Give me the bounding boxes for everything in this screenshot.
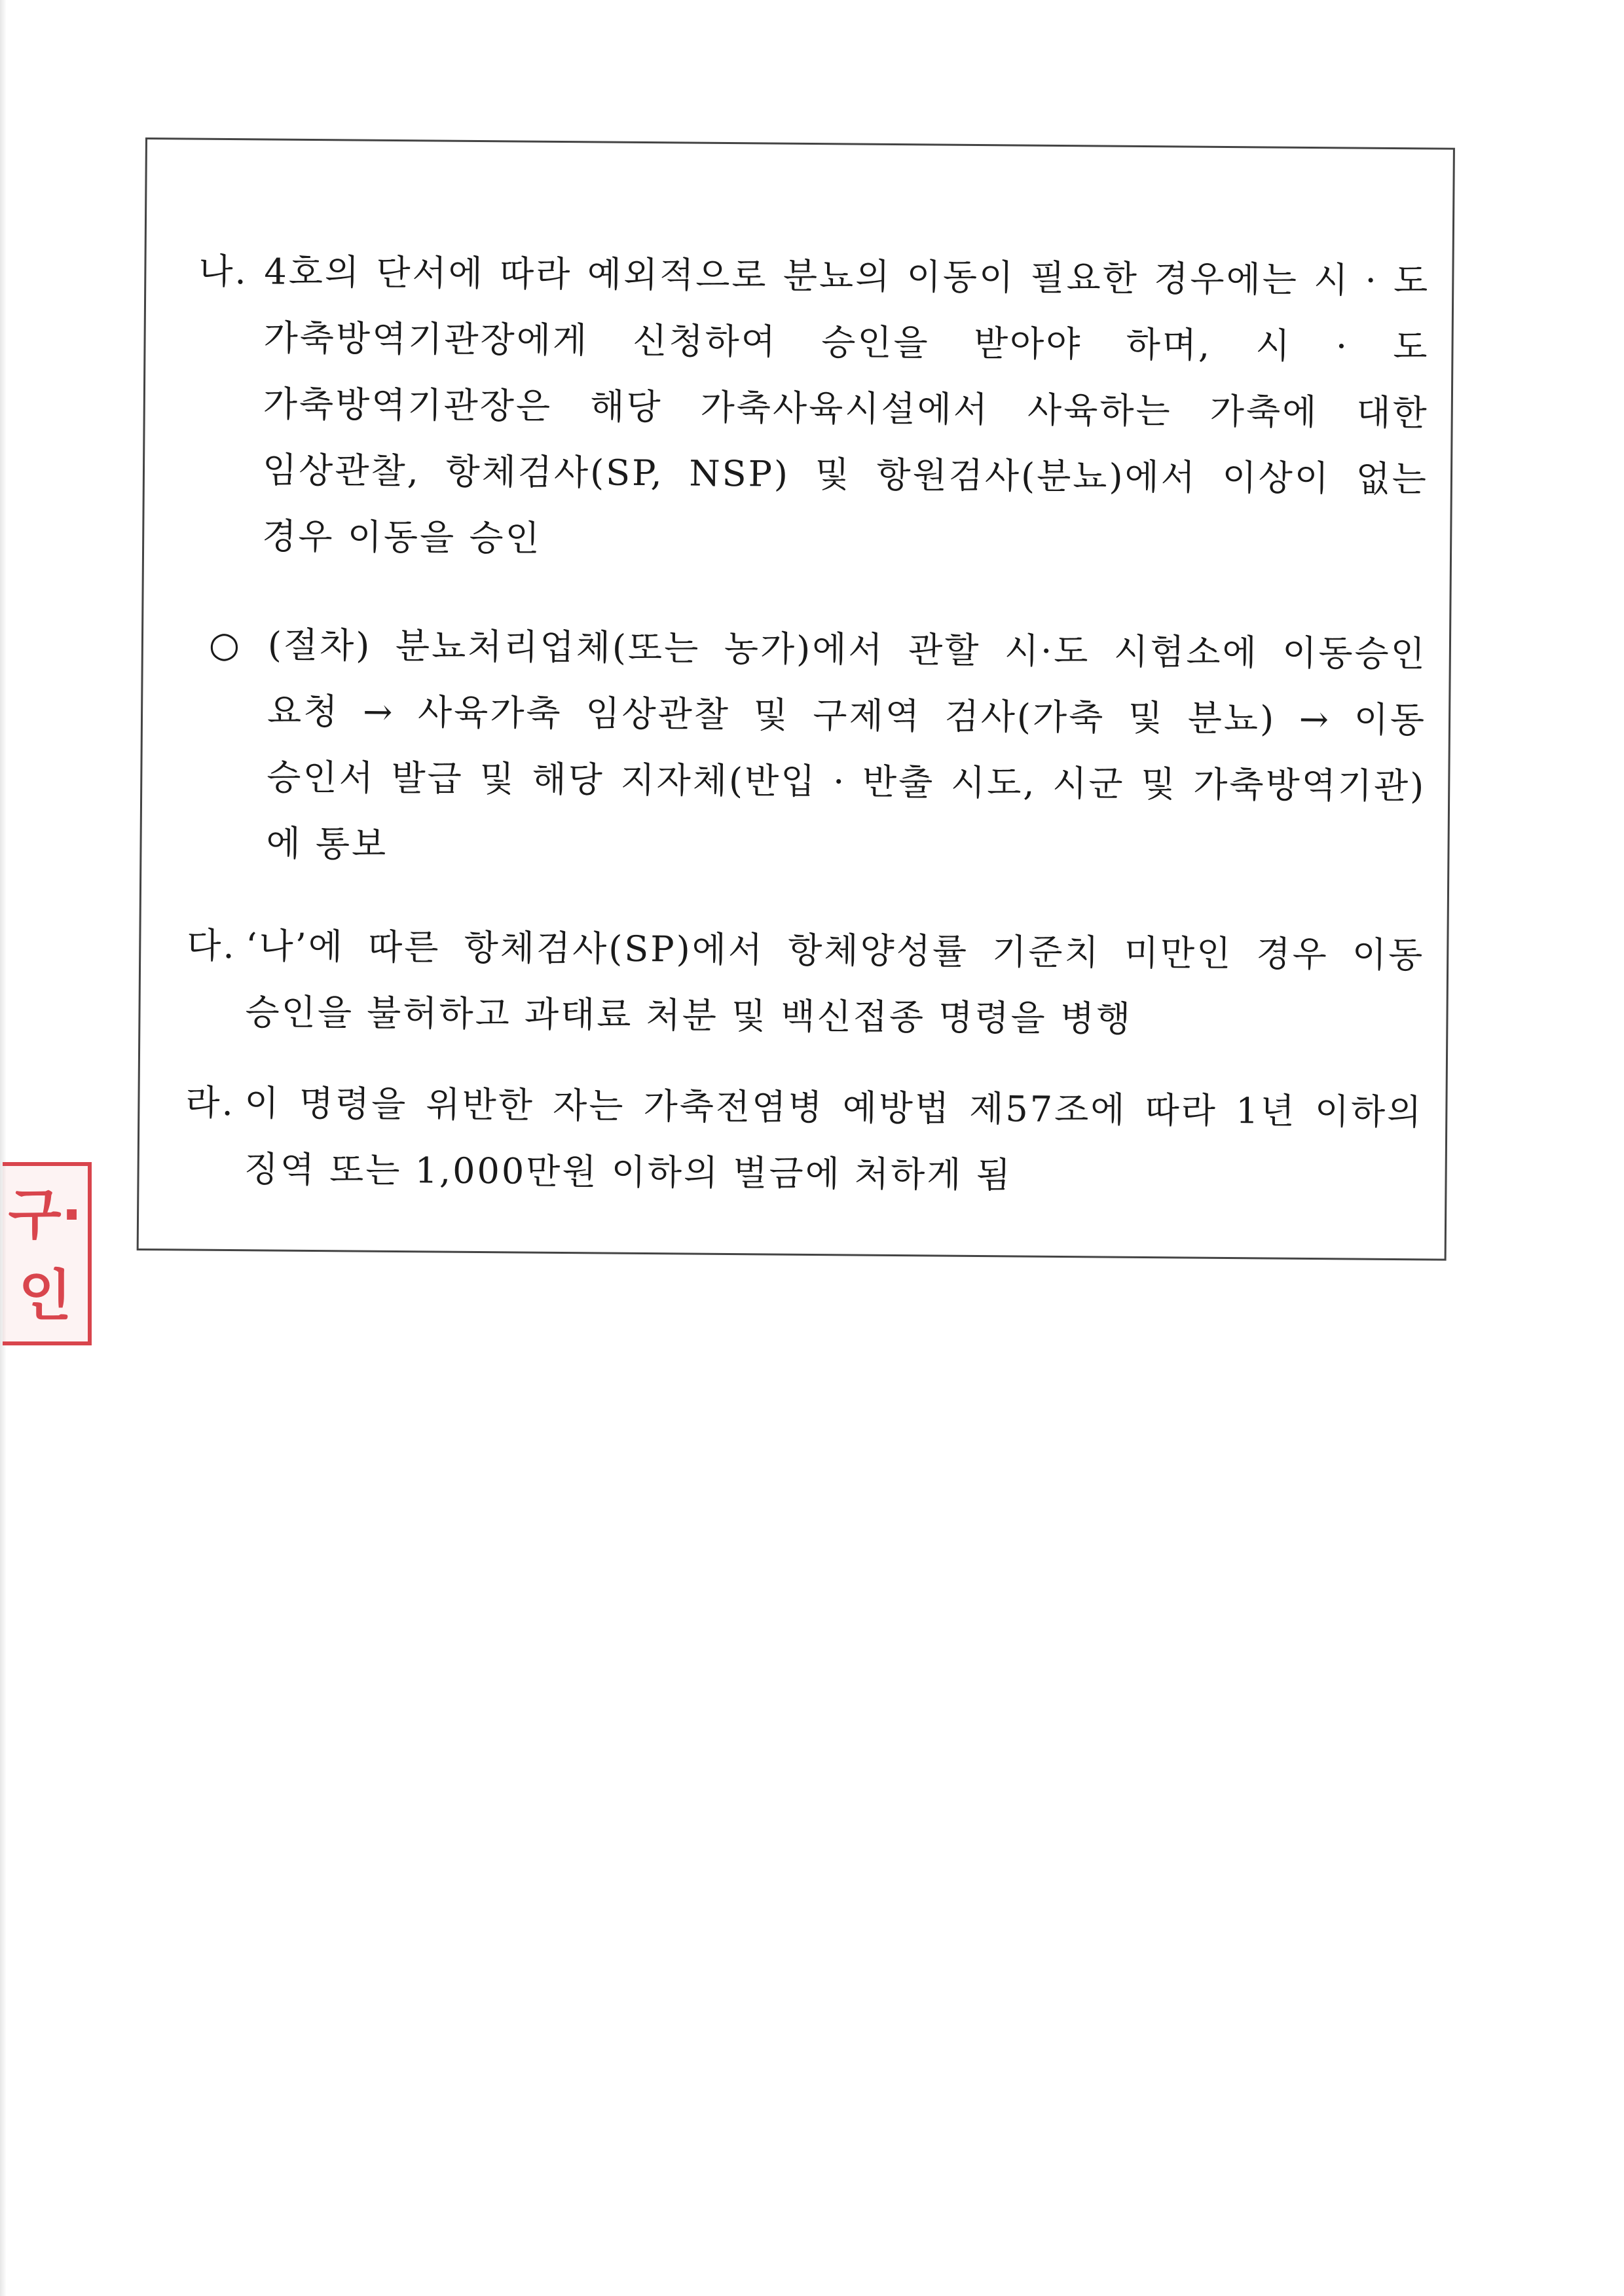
seal-text: 구·인 xyxy=(8,1182,83,1328)
paragraph-na-marker: 나. xyxy=(198,250,248,293)
procedure-item xyxy=(207,611,1427,886)
official-seal-stamp xyxy=(3,1162,92,1345)
notice-box xyxy=(137,137,1455,1261)
paragraph-da-marker: 다. xyxy=(187,924,236,967)
paragraph-ra-text: 이 명령을 위반한 자는 가축전염병 예방법 제57조에 따라 1년 이하의 징역 또는 1,000만원 이하의 벌금에 처하게 됨 xyxy=(244,1082,1424,1196)
paragraph-ra xyxy=(185,1070,1424,1212)
circle-bullet-icon: ○ xyxy=(208,623,242,666)
paragraph-da-text: ‘나’에 따른 항체검사(SP)에서 항체양성률 기준치 미만인 경우 이동 승인을 불허하고 과태료 처분 및 백신접종 명령을 병행 xyxy=(245,925,1425,1040)
paragraph-na xyxy=(196,238,1430,579)
paragraph-na-text: 4호의 단서에 따라 예외적으로 분뇨의 이동이 필요한 경우에는 시 · 도 가축방역기관장에게 신청하여 승인을 받아야 하며, 시 · 도 가축방역기관장은 해당 가축사육시설에서 사육하는 가축에 대한 임상관찰, 항체검사(SP, NSP) 및 항원검사(분뇨)에서 이상이 없는 경우 이동을 승인 xyxy=(261,251,1430,559)
scan-edge xyxy=(0,0,7,2296)
paragraph-ra-marker: 라. xyxy=(185,1082,236,1124)
paragraph-da xyxy=(186,913,1425,1055)
procedure-text: (절차) 분뇨처리업체(또는 농가)에서 관할 시·도 시험소에 이동승인 요청 → 사육가축 임상관찰 및 구제역 검사(가축 및 분뇨) → 이동 승인서 발급 및 해당 지자체(반입 · 반출 시도, 시군 및 가축방역기관)에 통보 xyxy=(266,624,1428,865)
